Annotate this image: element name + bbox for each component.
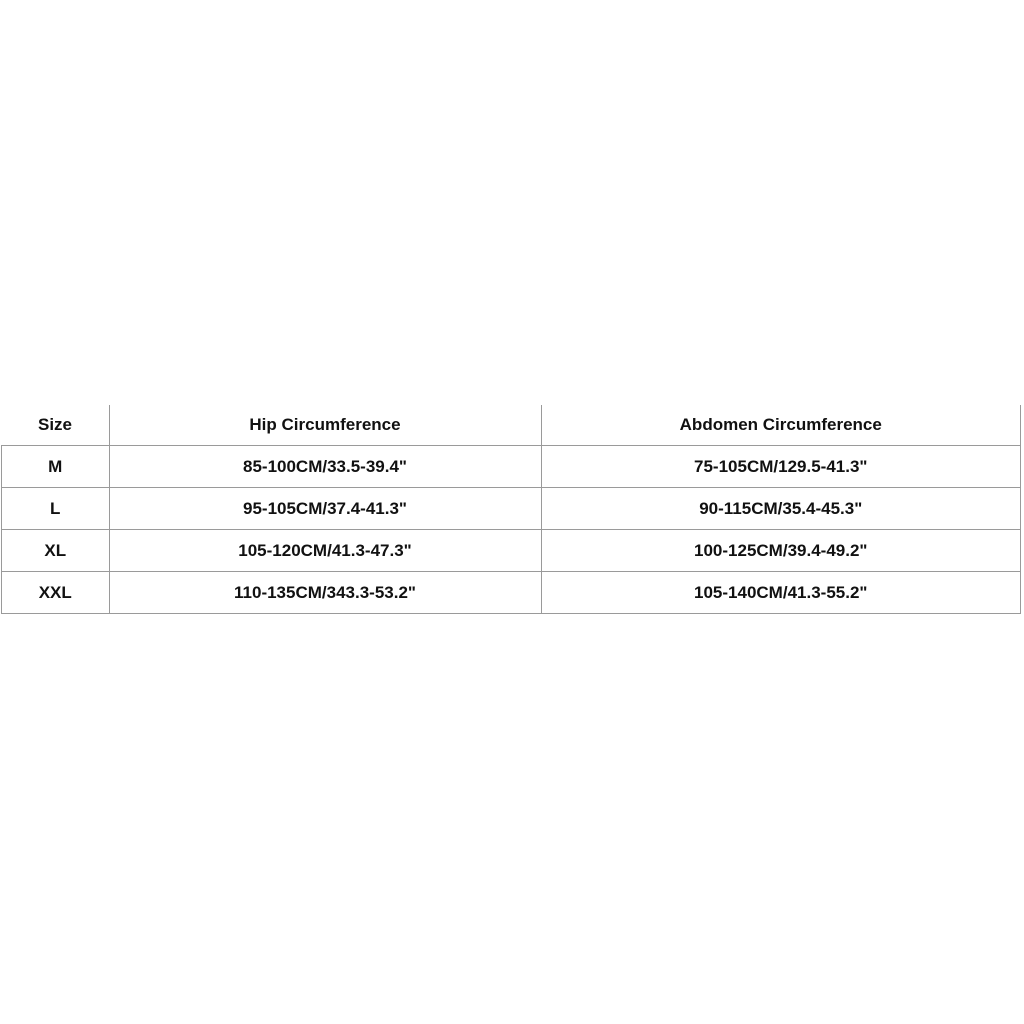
cell-abdomen: 105-140CM/41.3-55.2" [541,572,1021,614]
cell-hip: 85-100CM/33.5-39.4" [109,446,541,488]
table-row [2,488,1021,530]
header-size: Size [2,405,110,446]
cell-size: L [2,488,110,530]
table-row [2,446,1021,488]
header-hip-circumference: Hip Circumference [109,405,541,446]
cell-abdomen: 90-115CM/35.4-45.3" [541,488,1021,530]
cell-size: XXL [2,572,110,614]
header-abdomen-circumference: Abdomen Circumference [541,405,1021,446]
cell-hip: 95-105CM/37.4-41.3" [109,488,541,530]
cell-hip: 110-135CM/343.3-53.2" [109,572,541,614]
size-chart-table [1,405,1021,614]
cell-abdomen: 75-105CM/129.5-41.3" [541,446,1021,488]
table-row [2,572,1021,614]
cell-hip: 105-120CM/41.3-47.3" [109,530,541,572]
cell-size: M [2,446,110,488]
cell-size: XL [2,530,110,572]
cell-abdomen: 100-125CM/39.4-49.2" [541,530,1021,572]
table-header-row [2,405,1021,446]
table-row [2,530,1021,572]
